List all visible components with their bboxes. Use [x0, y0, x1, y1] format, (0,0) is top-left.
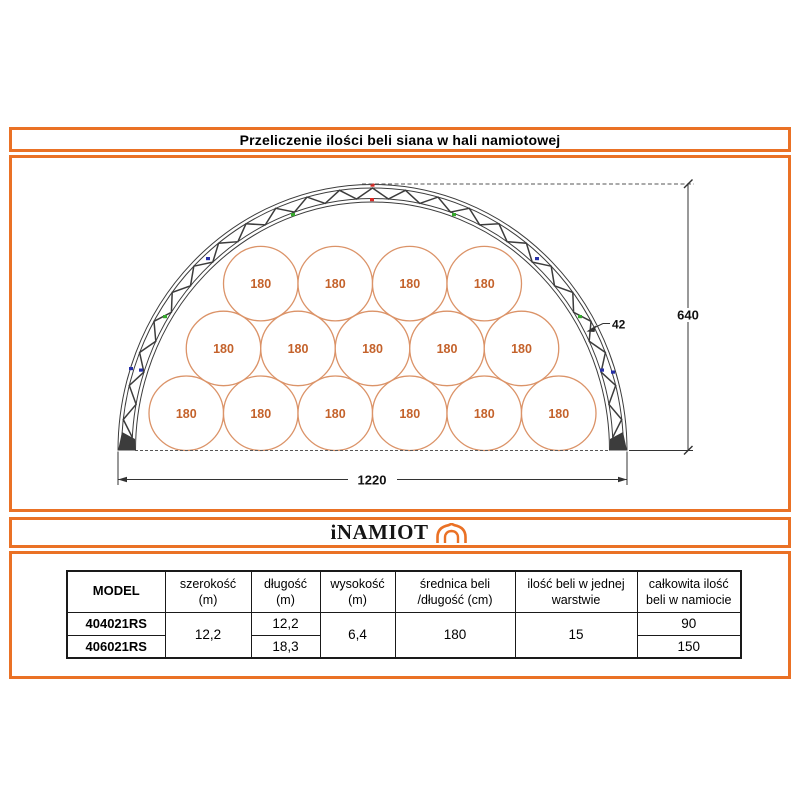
- marker-red: [370, 198, 374, 201]
- col-header-bales-per-layer: ilość beli w jednej warstwie: [515, 571, 637, 612]
- marker-green: [452, 213, 456, 216]
- col-header-bale-diameter: średnica beli /długość (cm): [395, 571, 515, 612]
- marker-green: [291, 213, 295, 216]
- table-header-row: [67, 571, 741, 612]
- hay-bale-diameter-label: 180: [436, 341, 458, 356]
- cell-bale-diameter-shared: 180: [395, 612, 515, 658]
- col-header-width: szerokość (m): [165, 571, 251, 612]
- hay-bale-diameter-label: 180: [399, 406, 421, 421]
- hay-bale-diameter-label: 180: [250, 277, 272, 292]
- tent-arch-icon: [434, 523, 470, 544]
- marker-blue: [535, 257, 539, 260]
- cell-height-shared: 6,4: [320, 612, 395, 658]
- marker-green: [163, 315, 167, 318]
- height-dimension-label: 640: [677, 307, 699, 323]
- width-dim-arrow-right: [618, 477, 627, 482]
- col-header-total-bales: całkowita ilość beli w namiocie: [637, 571, 741, 612]
- diagram-panel: [9, 155, 791, 512]
- marker-blue: [139, 369, 143, 372]
- marker-blue: [129, 367, 133, 370]
- marker-blue: [206, 257, 210, 260]
- col-header-length: długość (m): [251, 571, 320, 612]
- hay-bale-diameter-label: 180: [362, 341, 383, 356]
- truss-depth-dimension-label: 42: [612, 317, 626, 332]
- cell-model-1: 404021RS: [67, 612, 165, 635]
- hay-bale-diameter-label: 180: [250, 406, 272, 421]
- width-dim-arrow-left: [118, 477, 127, 482]
- hay-bale-diameter-label: 180: [473, 277, 495, 292]
- marker-blue: [600, 369, 604, 372]
- hay-bale-diameter-label: 180: [473, 406, 495, 421]
- page-title: Przeliczenie ilości beli siana w hali namiotowej: [239, 131, 561, 148]
- marker-blue: [611, 371, 615, 374]
- cell-total-bales-1: 90: [637, 612, 741, 635]
- marker-green: [578, 315, 582, 318]
- hay-bale-diameter-label: 180: [175, 406, 197, 421]
- cell-bales-per-layer-shared: 15: [515, 612, 637, 658]
- hay-bale-diameter-label: 180: [324, 277, 346, 292]
- cell-width-shared: 12,2: [165, 612, 251, 658]
- spec-table: [66, 570, 742, 659]
- cell-model-2: 406021RS: [67, 635, 165, 658]
- col-header-model: MODEL: [67, 571, 165, 612]
- hay-bale-diameter-label: 180: [213, 341, 234, 356]
- title-bar: [9, 127, 791, 152]
- spec-table-panel: [9, 551, 791, 679]
- col-header-height: wysokość (m): [320, 571, 395, 612]
- logo-bar: [9, 517, 791, 548]
- hay-bale-diameter-label: 180: [324, 406, 346, 421]
- hay-bale-diameter-label: 180: [548, 406, 570, 421]
- cell-length-1: 12,2: [251, 612, 320, 635]
- cell-length-2: 18,3: [251, 635, 320, 658]
- brand-logo-text: iNAMIOT: [330, 520, 429, 544]
- diagram-generated-graphics: [118, 180, 694, 486]
- hay-bale-diameter-label: 180: [287, 341, 309, 356]
- width-dimension-label: 1220: [357, 472, 387, 488]
- cell-total-bales-2: 150: [637, 635, 741, 658]
- hay-bale-diameter-label: 180: [511, 341, 532, 356]
- hay-bale-diameter-label: 180: [399, 277, 421, 292]
- table-row: [67, 612, 741, 635]
- tent-cross-section-diagram: [12, 158, 788, 509]
